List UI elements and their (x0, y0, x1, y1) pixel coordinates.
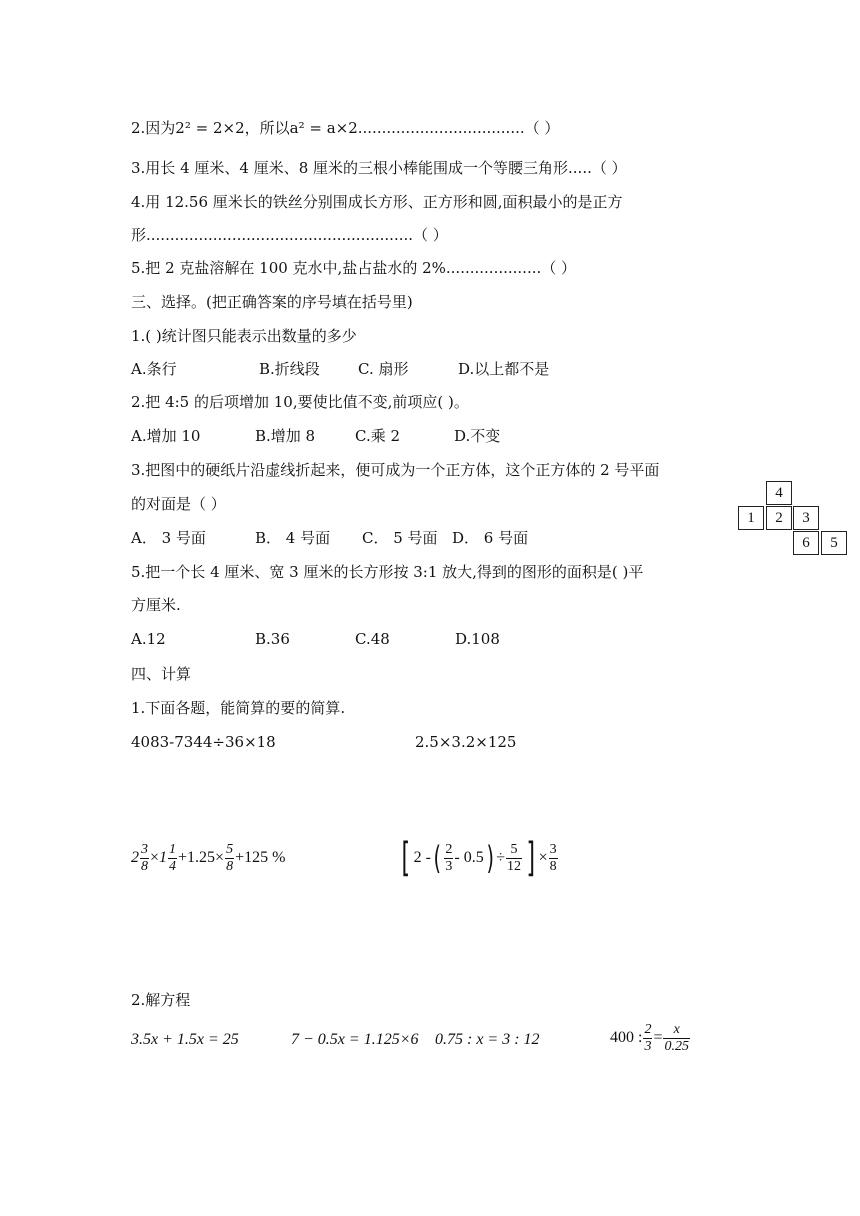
net-cell: 2 (766, 506, 792, 530)
judge-item-3: 3.用长 4 厘米、4 厘米、8 厘米的三根小棒能围成一个等腰三角形.....（ ） (131, 159, 627, 177)
option-a: A． 3 号面 (131, 529, 206, 547)
cube-net-figure (738, 481, 850, 557)
choice-item-2: 2.把 4:5 的后项增加 10,要使比值不变,前项应( )。 (131, 393, 469, 411)
option-a: A.条行 (131, 360, 177, 378)
choice-item-3-line1: 3.把图中的硬纸片沿虚线折起来，便可成为一个正方体，这个正方体的 2 号平面 (131, 461, 660, 479)
option-a: A.12 (131, 630, 166, 648)
net-cell: 6 (793, 531, 819, 555)
option-d: D． 6 号面 (452, 529, 529, 547)
choice-item-5-line2: 方厘米. (131, 596, 181, 614)
net-cell: 3 (793, 506, 819, 530)
judge-item-5: 5.把 2 克盐溶解在 100 克水中,盐占盐水的 2%....................（ ） (131, 259, 577, 277)
option-b: B.增加 8 (255, 427, 316, 445)
choice-item-1: 1.( )统计图只能表示出数量的多少 (131, 327, 357, 345)
section-4-heading: 四、计算 (131, 665, 192, 683)
calc-expression-3: 2 $\frac{3}{8}$ ×1 $\frac{1}{4}$ +1.25× $\frac{5}{8}$ +125 % (131, 841, 286, 874)
option-c: C.乘 2 (355, 427, 401, 445)
option-c: C.48 (355, 630, 390, 648)
calc-instruction: 1.下面各题，能简算的要的简算. (131, 699, 346, 717)
option-d: D.不变 (454, 427, 501, 445)
equation-4: 400 : $\frac{2}{3}$ = $\frac{x}{0.25}$ (610, 1021, 689, 1054)
judge-item-2: 2.因为2² = 2×2，所以a² = a×2...................................（ ） (131, 119, 560, 137)
net-cell: 1 (738, 506, 764, 530)
judge-item-4-line1: 4.用 12.56 厘米长的铁丝分别围成长方形、正方形和圆,面积最小的是正方 (131, 193, 623, 211)
choice-item-5-line1: 5.把一个长 4 厘米、宽 3 厘米的长方形按 3:1 放大,得到的图形的面积是( )平 (131, 563, 644, 581)
option-a: A.增加 10 (131, 427, 201, 445)
equation-1: 3.5x + 1.5x = 25 (131, 1031, 239, 1048)
calc-expression-4: [ 2 -( $\frac{2}{3}$ - 0.5) ÷ $\frac{5}{12}$ ] × $\frac{3}{8}$ (401, 835, 557, 882)
option-c: C. 扇形 (358, 360, 409, 378)
section-3-heading: 三、选择。(把正确答案的序号填在括号里) (131, 293, 413, 311)
net-cell: 5 (821, 531, 847, 555)
option-d: D.108 (455, 630, 500, 648)
option-c: C． 5 号面 (362, 529, 438, 547)
choice-item-3-line2: 的对面是（ ） (131, 495, 226, 513)
option-b: B． 4 号面 (255, 529, 331, 547)
equation-instruction: 2.解方程 (131, 991, 191, 1009)
equation-2: 7 − 0.5x = 1.125×6 (291, 1031, 419, 1048)
judge-item-4-line2: 形........................................................（ ） (131, 226, 448, 244)
option-d: D.以上都不是 (458, 360, 550, 378)
option-b: B.折线段 (259, 360, 320, 378)
net-cell: 4 (766, 481, 792, 505)
calc-expression-1: 4083-7344÷36×18 (131, 733, 276, 751)
option-b: B.36 (255, 630, 290, 648)
calc-expression-2: 2.5×3.2×125 (415, 733, 517, 751)
equation-3: 0.75 : x = 3 : 12 (435, 1031, 540, 1048)
